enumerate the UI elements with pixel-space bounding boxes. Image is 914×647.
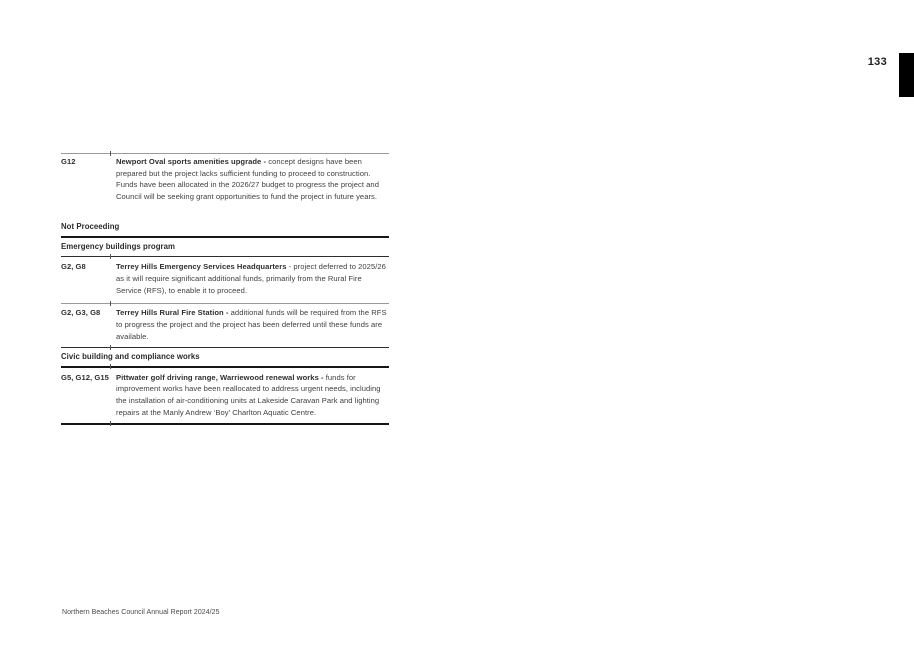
row-codes: G12 bbox=[61, 157, 76, 166]
heading-not-proceeding: Not Proceeding bbox=[61, 221, 120, 231]
project-title: Terrey Hills Emergency Services Headquarters bbox=[116, 262, 287, 272]
table-row bbox=[61, 368, 389, 419]
section-tab-marker bbox=[899, 53, 914, 97]
row-codes: G2, G8 bbox=[61, 262, 86, 272]
project-detail: concept designs have been prepared but the project lacks sufficient funding to proceed to construction. Funds have been allocated in the 2026/27 budget to progress the project and Council will be seeking grant opportunities to fund the project in future years. bbox=[116, 157, 379, 202]
section-end-rule bbox=[61, 347, 389, 349]
row-description bbox=[116, 372, 389, 419]
project-detail: - project deferred to 2025/26 as it will require significant additional funds, primarily from the Rural Fire Service (RFS), to enable it to proceed. bbox=[116, 262, 386, 295]
table-row bbox=[61, 257, 389, 296]
project-title: Newport Oval sports amenities upgrade - bbox=[116, 157, 267, 166]
heading-rule bbox=[61, 236, 389, 238]
project-title: Terrey Hills Rural Fire Station - bbox=[116, 308, 229, 318]
project-detail: funds for improvement works have been reallocated to address urgent needs, including the installation of air-conditioning units at Lakeside Caravan Park and lighting repairs at the Manly Andrew ‘Boy’ Charlton Aquatic Centre. bbox=[116, 372, 381, 417]
row-description bbox=[116, 156, 389, 203]
table-rule-bottom bbox=[61, 423, 389, 425]
row-description bbox=[116, 307, 389, 342]
subheading-emergency-buildings: Emergency buildings program bbox=[61, 242, 175, 252]
row-codes: G5, G12, G15 bbox=[61, 372, 109, 382]
footer-report-title: Northern Beaches Council Annual Report 2024/25 bbox=[62, 609, 220, 616]
table-row bbox=[61, 304, 389, 342]
project-title: Pittwater golf driving range, Warriewood renewal works - bbox=[116, 372, 324, 382]
row-description bbox=[116, 261, 389, 296]
page-number: 133 bbox=[867, 56, 887, 68]
table-rule-top bbox=[61, 153, 389, 154]
subheading-civic-building: Civic building and compliance works bbox=[61, 351, 200, 361]
row-separator-rule bbox=[61, 303, 389, 304]
row-codes: G2, G3, G8 bbox=[61, 308, 101, 318]
subheading-rule bbox=[61, 256, 389, 258]
subheading-rule bbox=[61, 366, 389, 368]
project-detail: additional funds will be required from the RFS to progress the project and the project has been deferred until these funds are available. bbox=[116, 308, 387, 341]
table-row bbox=[61, 154, 389, 203]
project-status-table bbox=[61, 153, 389, 425]
